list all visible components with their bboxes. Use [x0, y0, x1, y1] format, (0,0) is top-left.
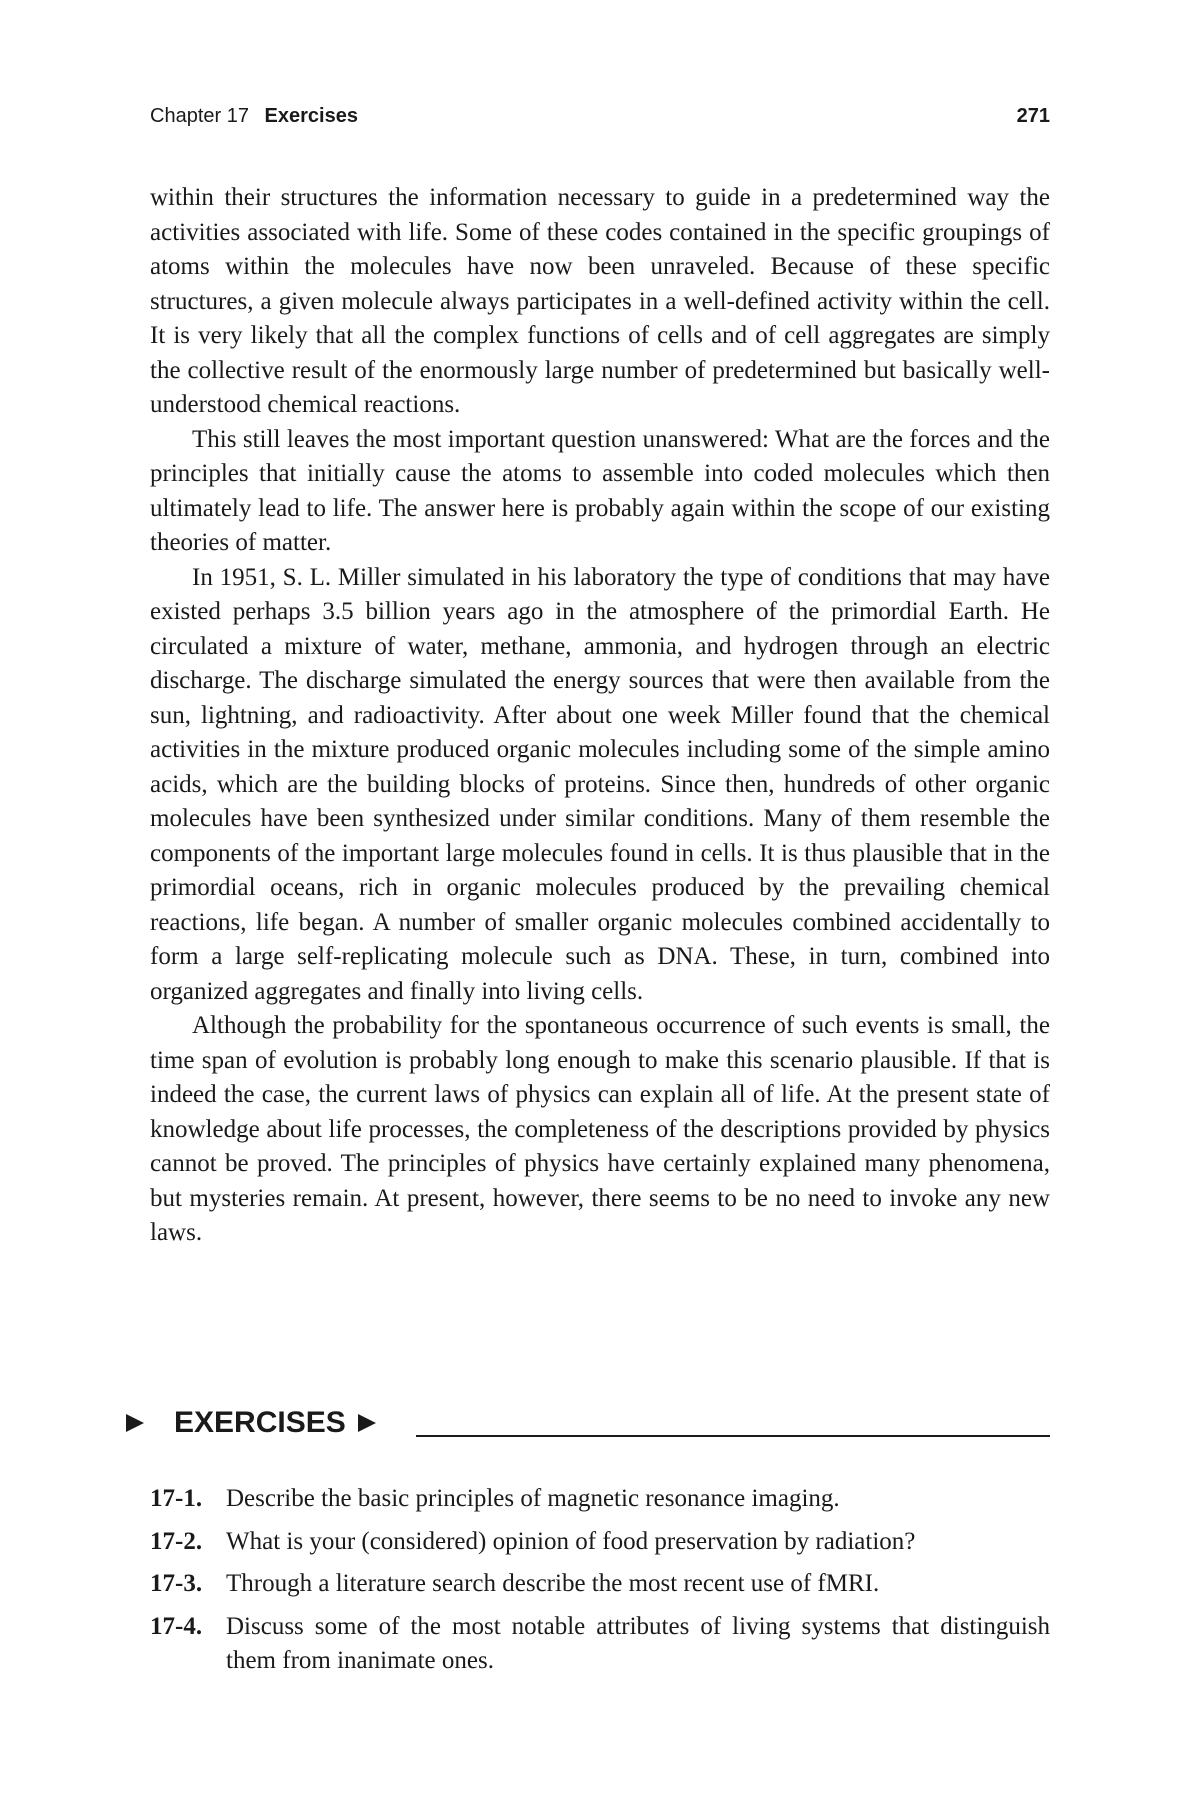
book-page — [150, 0, 1050, 1800]
paragraph: Although the probability for the spontaneous occurrence of such events is small, the time span of evolution is probably long enough to make this scenario plausible. If that is indeed the case, the current laws of physics can explain all of life. At the present state of knowledge about life processes, the completeness of the descriptions provided by physics cannot be proved. The principles of physics have certainly explained many phenomena, but mysteries remain. At present, however, there seems to be no need to invoke any new laws. — [150, 1012, 1050, 1246]
exercise-number: 17-4. — [150, 1612, 203, 1640]
exercise-text: Describe the basic principles of magnetic resonance imaging. — [226, 1485, 840, 1512]
body-text — [150, 181, 1050, 1251]
exercise-list — [150, 1482, 1050, 1687]
triangle-right-icon — [358, 1414, 376, 1432]
exercise-number: 17-3. — [150, 1570, 203, 1597]
page-number: 271 — [1016, 105, 1050, 127]
chapter-label: Chapter 17 — [150, 105, 249, 127]
paragraph: This still leaves the most important question unanswered: What are the forces and the principles that initially cause the atoms to assemble into coded molecules which then ultimately lead to life. The answer here is probably again within the scope of our existing theories of matter. — [150, 425, 1050, 556]
section-label: Exercises — [264, 105, 358, 127]
paragraph: within their structures the information necessary to guide in a predetermined way the activities associated with life. Some of these codes contained in the specific groupings of atoms within the molecules have now been unraveled. Because of these specific structures, a given molecule always participates in a well-defined activity within the cell. It is very likely that all the complex functions of cells and of cell aggregates are simply the collective result of the enormously large number of predetermined but basically well-understood chemical reactions. — [150, 184, 1050, 418]
exercise-number: 17-2. — [150, 1527, 203, 1555]
exercise-item — [150, 1525, 1050, 1560]
running-head — [150, 103, 1050, 129]
heading-rule — [416, 1435, 1050, 1437]
exercise-text: What is your (considered) opinion of food preservation by radiation? — [226, 1527, 916, 1555]
triangle-right-icon — [126, 1414, 144, 1432]
exercise-number: 17-1. — [150, 1485, 203, 1512]
exercise-text: Discuss some of the most notable attributes of living systems that distinguish them from inanimate ones. — [226, 1612, 1050, 1674]
exercise-text: Through a literature search describe the most recent use of fMRI. — [226, 1570, 880, 1597]
exercise-item — [150, 1482, 1050, 1517]
paragraph: In 1951, S. L. Miller simulated in his laboratory the type of conditions that may have existed perhaps 3.5 billion years ago in the atmosphere of the primordial Earth. He circulated a mixture of water, methane, ammonia, and hydrogen through an electric discharge. The discharge simulated the energy sources that were then available from the sun, lightning, and radioactivity. After about one week Miller found that the chemical activities in the mixture produced organic molecules including some of the simple amino acids, which are the building blocks of proteins. Since then, hundreds of other organic molecules have been synthesized under similar conditions. Many of them resemble the components of the important large molecules found in cells. It is thus plausible that in the primordial oceans, rich in organic molecules produced by the prevailing chemical reactions, life began. A number of smaller organic molecules combined accidentally to form a large self-replicating molecule such as DNA. These, in turn, combined into organized aggregates and finally into living cells. — [150, 563, 1050, 1005]
exercise-item — [150, 1567, 1050, 1602]
exercise-item — [150, 1610, 1050, 1679]
exercises-heading-label: EXERCISES — [174, 1406, 346, 1439]
exercises-heading — [126, 1403, 1050, 1443]
